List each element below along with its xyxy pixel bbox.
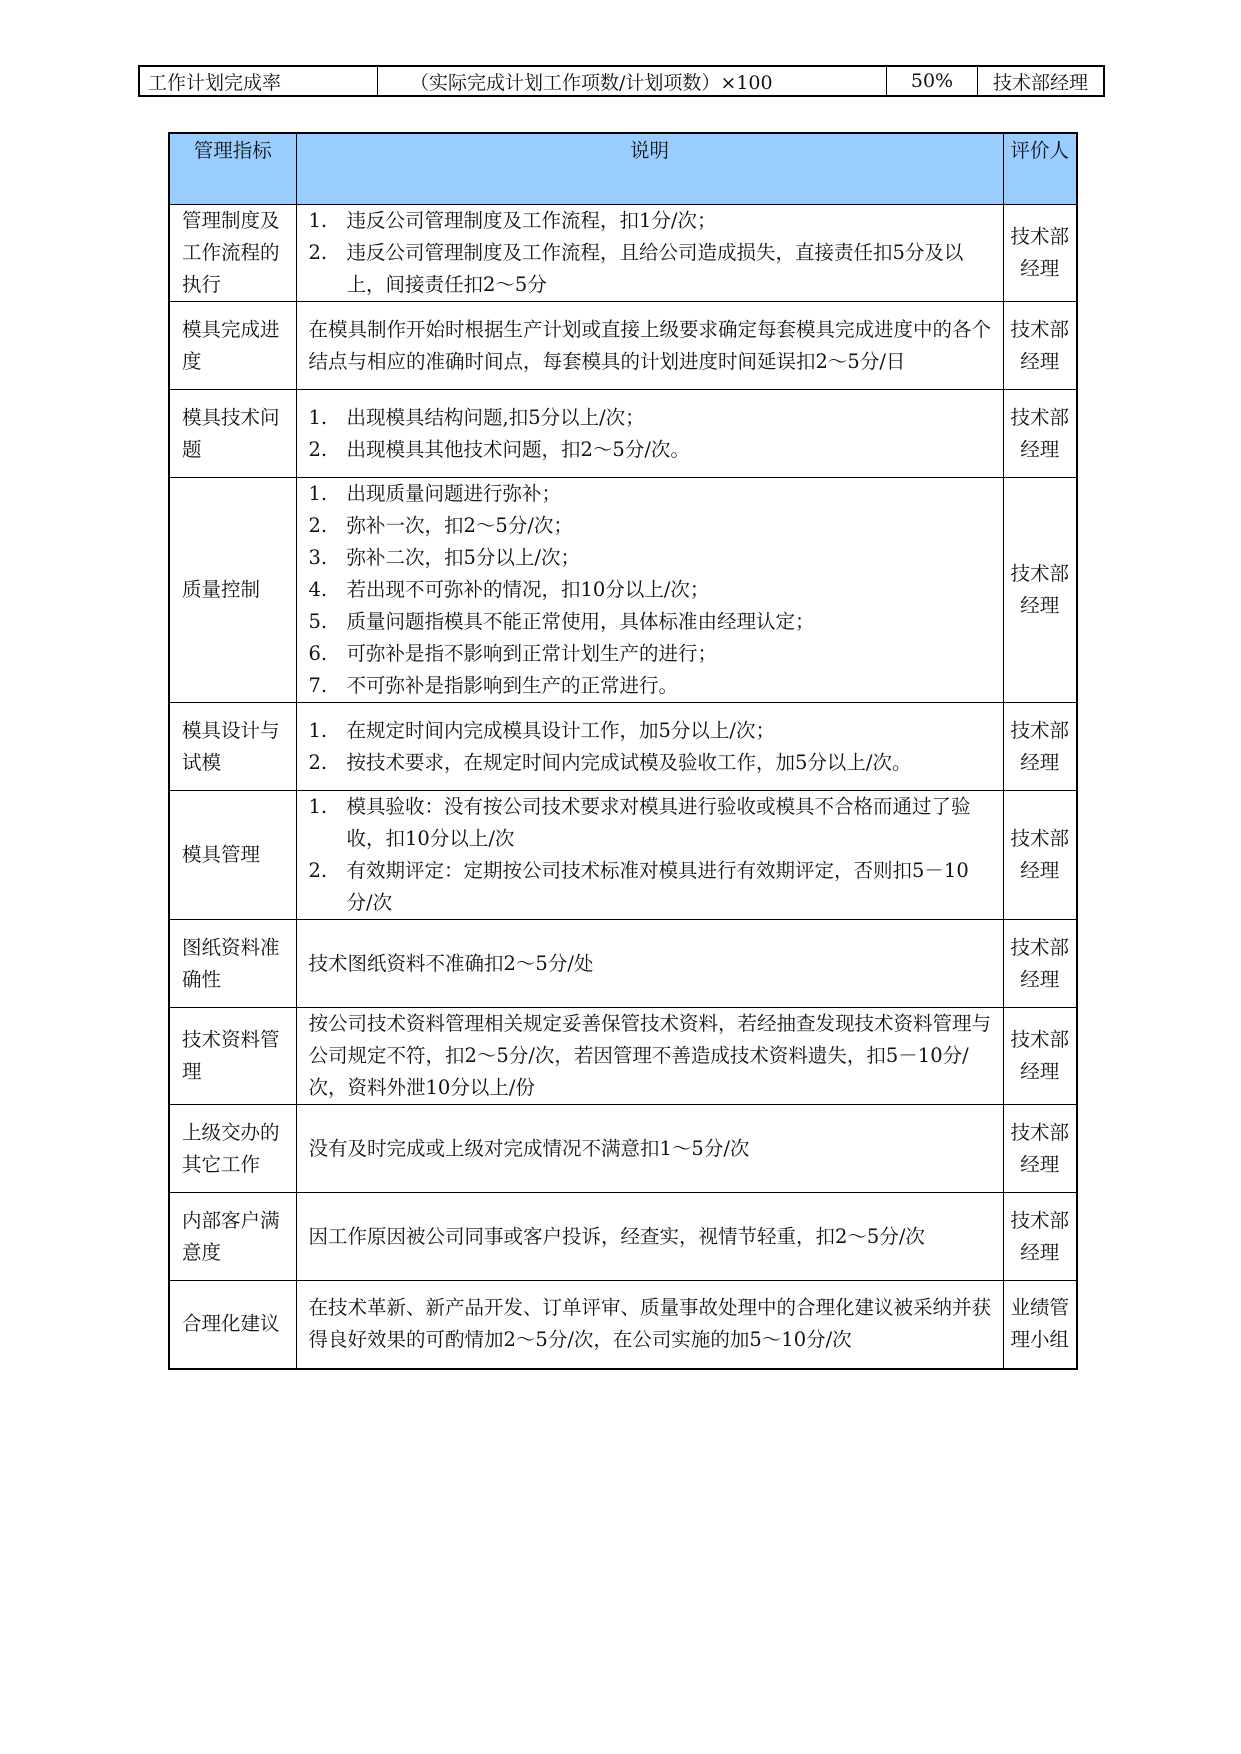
indicator-cell: 技术资料管理 — [169, 1008, 296, 1105]
indicator-cell: 模具完成进度 — [169, 302, 296, 390]
list-item-text: 出现模具其他技术问题，扣2～5分/次。 — [346, 437, 690, 461]
list-item-number: 6. — [308, 642, 328, 665]
indicator-cell: 图纸资料准确性 — [169, 920, 296, 1008]
top-weight-cell: 50% — [887, 66, 978, 96]
list-item-number: 1. — [308, 482, 328, 505]
list-item-text: 违反公司管理制度及工作流程，且给公司造成损失，直接责任扣5分及以上，间接责任扣2～5分 — [346, 241, 964, 296]
list-item-text: 弥补二次，扣5分以上/次； — [346, 546, 580, 569]
list-item-number: 5. — [308, 610, 328, 633]
description-list — [309, 791, 993, 919]
table-row — [169, 478, 1077, 703]
header-evaluator: 评价人 — [1003, 133, 1077, 205]
list-item — [309, 510, 993, 542]
top-indicator-cell: 工作计划完成率 — [139, 66, 378, 96]
list-item-number: 2. — [308, 750, 328, 774]
list-item-number: 1. — [308, 405, 328, 429]
list-item-number: 1. — [308, 209, 328, 232]
list-item-text: 模具验收：没有按公司技术要求对模具进行验收或模具不合格而通过了验收，扣10分以上/次 — [346, 795, 971, 850]
evaluator-cell: 技术部经理 — [1003, 390, 1077, 478]
list-item-text: 质量问题指模具不能正常使用，具体标准由经理认定； — [346, 610, 815, 633]
description-cell: 在模具制作开始时根据生产计划或直接上级要求确定每套模具完成进度中的各个结点与相应的准确时间点，每套模具的计划进度时间延误扣2～5分/日 — [296, 302, 1003, 390]
list-item — [309, 402, 993, 434]
evaluator-cell: 技术部经理 — [1003, 1008, 1077, 1105]
indicator-cell: 模具管理 — [169, 791, 296, 920]
top-formula-cell: （实际完成计划工作项数/计划项数）×100 — [378, 66, 887, 96]
list-item-text: 不可弥补是指影响到生产的正常进行。 — [346, 674, 679, 697]
evaluator-cell: 技术部经理 — [1003, 1105, 1077, 1193]
description-cell — [296, 390, 1003, 478]
list-item — [309, 670, 993, 702]
description-cell — [296, 478, 1003, 703]
table-row — [169, 390, 1077, 478]
management-indicators-table — [168, 132, 1078, 1370]
list-item — [309, 638, 993, 670]
list-item-number: 2. — [308, 437, 328, 461]
list-item-text: 出现模具结构问题,扣5分以上/次； — [346, 405, 645, 429]
list-item — [309, 747, 993, 779]
list-item-number: 2. — [308, 514, 328, 537]
table-body — [169, 205, 1077, 1369]
indicator-cell: 管理制度及工作流程的执行 — [169, 205, 296, 302]
top-evaluator-cell: 技术部经理 — [978, 66, 1105, 96]
list-item — [309, 715, 993, 747]
evaluator-cell: 业绩管理小组 — [1003, 1281, 1077, 1369]
list-item-number: 4. — [308, 578, 328, 601]
table-header-row — [169, 133, 1077, 205]
evaluator-cell: 技术部经理 — [1003, 205, 1077, 302]
table-row — [169, 1193, 1077, 1281]
evaluator-cell: 技术部经理 — [1003, 1193, 1077, 1281]
list-item-number: 1. — [308, 718, 328, 742]
list-item-number: 3. — [308, 546, 328, 569]
table-row — [169, 302, 1077, 390]
list-item — [309, 606, 993, 638]
table-row — [139, 66, 1104, 96]
list-item — [309, 237, 993, 301]
description-cell — [296, 791, 1003, 920]
top-summary-table — [138, 65, 1105, 97]
table-row — [169, 1008, 1077, 1105]
description-list — [309, 402, 993, 466]
table-row — [169, 703, 1077, 791]
description-list — [309, 478, 993, 702]
indicator-cell: 内部客户满意度 — [169, 1193, 296, 1281]
list-item — [309, 205, 993, 237]
evaluator-cell: 技术部经理 — [1003, 478, 1077, 703]
header-indicator: 管理指标 — [169, 133, 296, 205]
description-cell: 技术图纸资料不准确扣2～5分/处 — [296, 920, 1003, 1008]
description-cell — [296, 205, 1003, 302]
table-row — [169, 920, 1077, 1008]
evaluator-cell: 技术部经理 — [1003, 791, 1077, 920]
header-description: 说明 — [296, 133, 1003, 205]
indicator-cell: 模具技术问题 — [169, 390, 296, 478]
indicator-cell: 合理化建议 — [169, 1281, 296, 1369]
list-item — [309, 574, 993, 606]
indicator-cell: 上级交办的其它工作 — [169, 1105, 296, 1193]
list-item-text: 违反公司管理制度及工作流程，扣1分/次； — [346, 209, 717, 232]
indicator-cell: 质量控制 — [169, 478, 296, 703]
description-cell: 在技术革新、新产品开发、订单评审、质量事故处理中的合理化建议被采纳并获得良好效果的可酌情加2～5分/次，在公司实施的加5～10分/次 — [296, 1281, 1003, 1369]
indicator-cell: 模具设计与试模 — [169, 703, 296, 791]
evaluator-cell: 技术部经理 — [1003, 920, 1077, 1008]
list-item-text: 在规定时间内完成模具设计工作，加5分以上/次； — [346, 718, 775, 742]
list-item-text: 按技术要求，在规定时间内完成试模及验收工作，加5分以上/次。 — [346, 750, 912, 774]
description-cell — [296, 703, 1003, 791]
list-item-number: 7. — [308, 674, 328, 697]
list-item-number: 2. — [308, 241, 328, 264]
description-cell: 没有及时完成或上级对完成情况不满意扣1～5分/次 — [296, 1105, 1003, 1193]
list-item-number: 1. — [308, 795, 328, 818]
list-item — [309, 542, 993, 574]
table-row — [169, 205, 1077, 302]
list-item — [309, 478, 993, 510]
list-item-text: 出现质量问题进行弥补； — [346, 482, 562, 505]
list-item-text: 可弥补是指不影响到正常计划生产的进行； — [346, 642, 718, 665]
list-item — [309, 434, 993, 466]
list-item-text: 若出现不可弥补的情况，扣10分以上/次； — [346, 578, 710, 601]
table-row — [169, 1105, 1077, 1193]
evaluator-cell: 技术部经理 — [1003, 703, 1077, 791]
description-cell: 因工作原因被公司同事或客户投诉，经查实，视情节轻重，扣2～5分/次 — [296, 1193, 1003, 1281]
description-list — [309, 205, 993, 301]
list-item-text: 弥补一次，扣2～5分/次； — [346, 514, 573, 537]
list-item-text: 有效期评定：定期按公司技术标准对模具进行有效期评定，否则扣5－10分/次 — [346, 859, 969, 914]
table-row — [169, 791, 1077, 920]
list-item — [309, 791, 993, 855]
description-cell: 按公司技术资料管理相关规定妥善保管技术资料，若经抽查发现技术资料管理与公司规定不符，扣2～5分/次，若因管理不善造成技术资料遗失，扣5－10分/次，资料外泄10分以上/份 — [296, 1008, 1003, 1105]
evaluator-cell: 技术部经理 — [1003, 302, 1077, 390]
table-row — [169, 1281, 1077, 1369]
description-list — [309, 715, 993, 779]
list-item — [309, 855, 993, 919]
list-item-number: 2. — [308, 859, 328, 882]
